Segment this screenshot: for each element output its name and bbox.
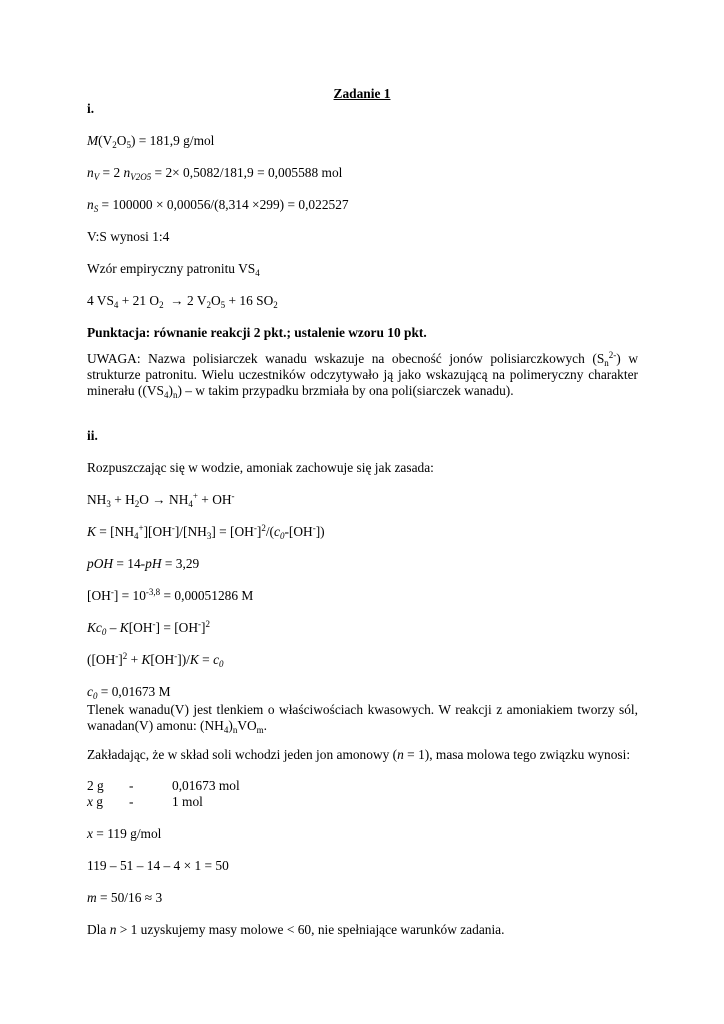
proportion-row-1: 2 g - 0,01673 mol <box>87 778 240 793</box>
note-paragraph: UWAGA: Nazwa polisiarczek wanadu wskazuje na obecność jonów polisiarczkowych $(S_n^{2-})$ w strukturze patronitu. Wielu uczestników odczytywało ją jako wskazującą na polimeryczny charakter minerału $((VS_4)_n)$ – w takim przypadku brzmiała by ona poli(siarczek wanadu). <box>87 350 638 400</box>
scoring-line: Punktacja: równanie reakcji 2 pkt.; ustalenie wzoru 10 pkt. <box>87 325 427 340</box>
c0-value-line: $c_0 = 0,01673$ M <box>87 684 171 701</box>
equilibrium-constant-line: $K = [NH_4^+][OH^-]/[NH_3] = [OH^-]^2/(c_0-[OH^-])$ <box>87 523 325 541</box>
x-value-line: x = 119 g/mol <box>87 826 162 841</box>
ammonia-reaction-line: $NH_3 + H_2O \to NH_4^+ + OH^-$ <box>87 491 235 509</box>
reaction-line: 4 $VS_4 + 21$ $O_2 \to 2$ $V_2O_5 + 16$ $SO_2$ <box>87 293 278 310</box>
poh-line: pOH = 14-pH = 3,29 <box>87 556 200 571</box>
section-ii-heading: ii. <box>87 428 98 443</box>
proportion-row-2: x g - 1 mol <box>87 794 203 809</box>
c0-equation-line: $([OH^-]^2 + K[OH^-])/K = c_0$ <box>87 651 224 669</box>
ns-line: $n_S = 100000 \times 0,00056/(8,314 \times 299) = 0,022527$ <box>87 197 349 214</box>
oh-concentration-line: $[OH^-] = 10^{-3,8} = 0,00051286$ M <box>87 587 254 603</box>
final-line: Dla n > 1 uzyskujemy masy molowe < 60, nie spełniające warunków zadania. <box>87 922 505 937</box>
assumption-line: Zakładając, że w skład soli wchodzi jeden jon amonowy (n = 1), masa molowa tego związku wynosi: <box>87 747 631 762</box>
vanadium-oxide-paragraph: Tlenek wanadu(V) jest tlenkiem o właściwościach kwasowych. W reakcji z amoniakiem tworzy sól, wanadan(V) amonu: $(NH_4)_nVO_m$. <box>87 702 638 735</box>
dissolve-line: Rozpuszczając się w wodzie, amoniak zachowuje się jak zasada: <box>87 460 434 475</box>
section-i-heading: i. <box>87 101 95 116</box>
task-title: Zadanie 1 <box>333 86 391 101</box>
m-value-line: m = 50/16 ≈ 3 <box>87 890 163 905</box>
nv-line: $n_V = 2$ $n_{V2O5} = 2\times 0,5082/181,9 = 0,005588$ mol <box>87 165 343 182</box>
empirical-formula-line: Wzór empiryczny patronitu $VS_4$ <box>87 261 260 278</box>
ratio-line: V:S wynosi 1:4 <box>87 229 170 244</box>
calculation-line: 119 – 51 – 14 – 4 × 1 = 50 <box>87 858 229 873</box>
molar-mass-line: $M(V_2O_5) = 181,9$ g/mol <box>87 133 215 150</box>
kc0-line: $Kc_0 - K[OH^-] = [OH^-]^2$ <box>87 619 210 637</box>
